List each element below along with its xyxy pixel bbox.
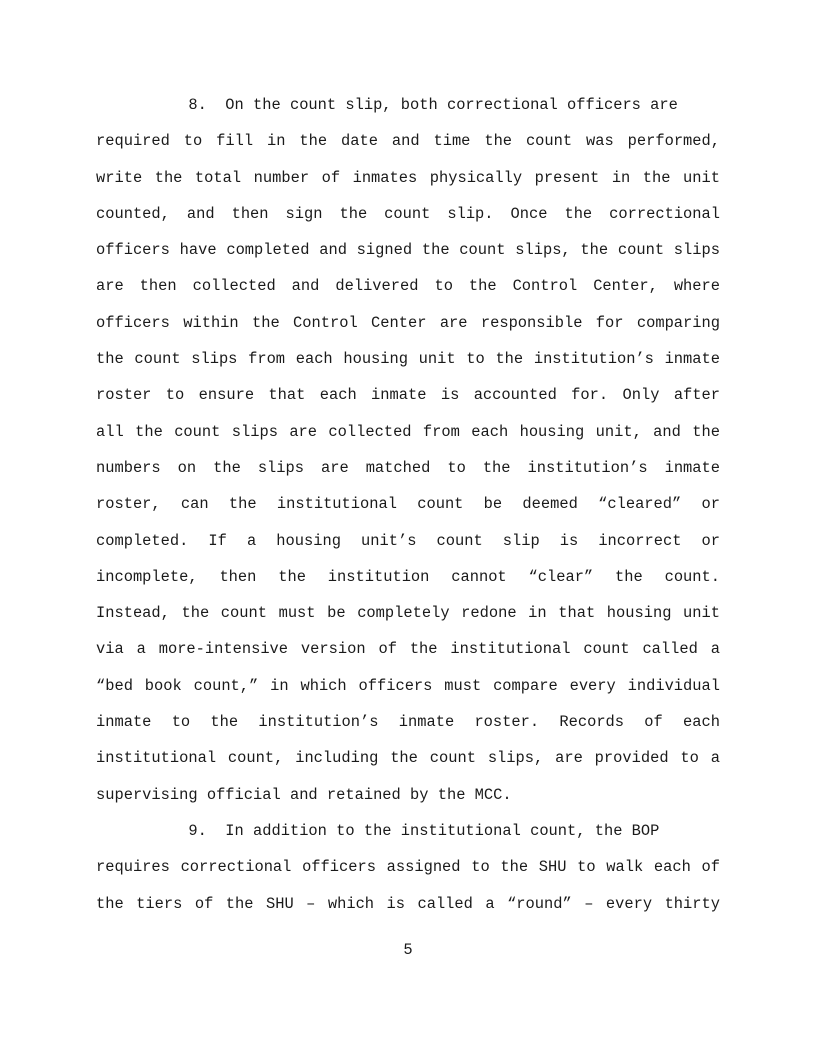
paragraph-9 — [96, 816, 720, 925]
text-line: incomplete, then the institution cannot “clear” the count. — [96, 567, 720, 586]
text-line: counted, and then sign the count slip. Once the correctional — [96, 204, 720, 223]
text-line: institutional count, including the count slips, are provided to a — [96, 749, 720, 768]
text-line: officers have completed and signed the count slips, the count slips — [96, 241, 720, 260]
text-line: officers within the Control Center are responsible for comparing — [96, 313, 720, 332]
text-line: inmate to the institution’s inmate roster. Records of each — [96, 713, 720, 732]
text-line: completed. If a housing unit’s count slip is incorrect or — [96, 531, 720, 550]
page-number: 5 — [403, 941, 413, 959]
text-line: 8. On the count slip, both correctional officers are — [96, 96, 678, 114]
text-line: via a more-intensive version of the institutional count called a — [96, 640, 720, 659]
text-line: 9. In addition to the institutional count, the BOP — [96, 821, 660, 840]
text-line: the tiers of the SHU – which is called a “round” – every thirty — [96, 894, 720, 913]
text-line: Instead, the count must be completely redone in that housing unit — [96, 604, 720, 623]
text-line: the count slips from each housing unit to the institution’s inmate — [96, 350, 720, 369]
text-line: numbers on the slips are matched to the institution’s inmate — [96, 458, 720, 477]
text-line: all the count slips are collected from each housing unit, and the — [96, 422, 720, 441]
paragraph-8 — [96, 90, 720, 816]
text-line: write the total number of inmates physically present in the unit — [96, 168, 720, 187]
document-page — [96, 90, 720, 925]
text-line: roster, can the institutional count be deemed “cleared” or — [96, 495, 720, 514]
text-line: requires correctional officers assigned to the SHU to walk each of — [96, 858, 720, 877]
text-line: “bed book count,” in which officers must compare every individual — [96, 676, 720, 695]
text-line: required to fill in the date and time the count was performed, — [96, 132, 720, 151]
text-line: roster to ensure that each inmate is accounted for. Only after — [96, 386, 720, 405]
text-line: supervising official and retained by the MCC. — [96, 785, 512, 804]
text-line: are then collected and delivered to the Control Center, where — [96, 277, 720, 296]
